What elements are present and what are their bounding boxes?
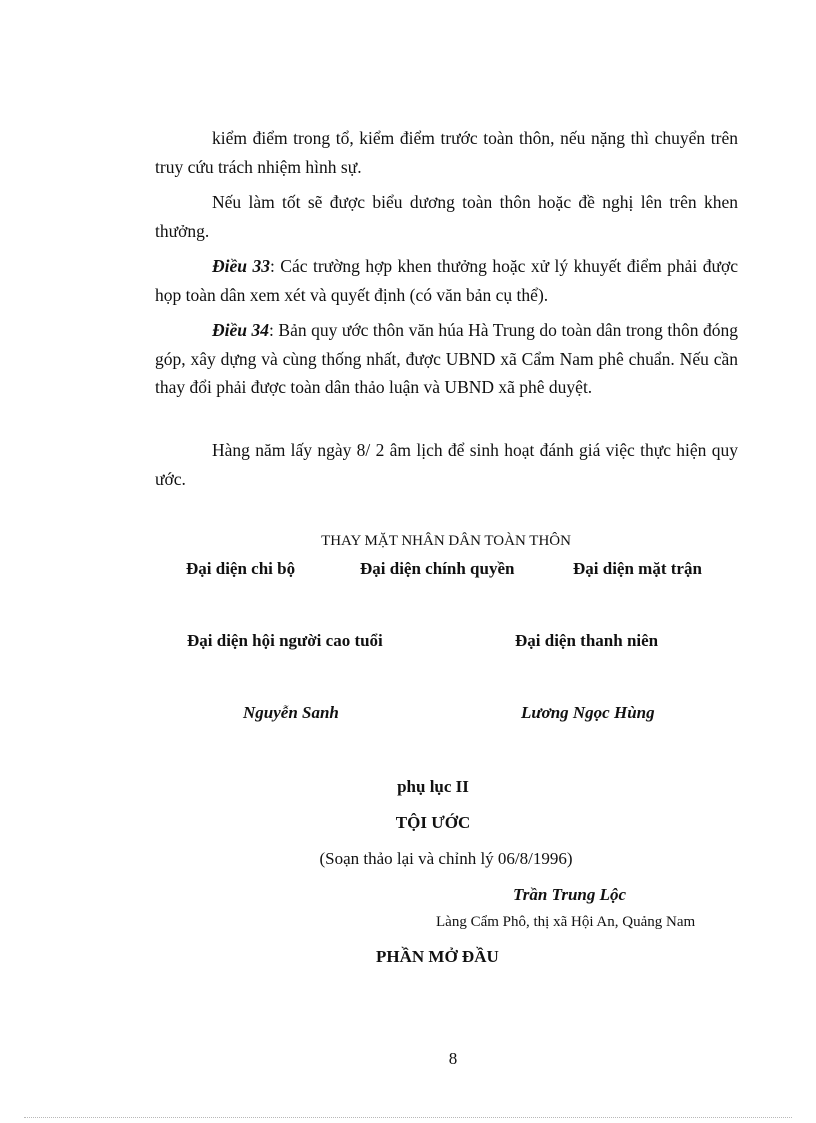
appendix-location: Làng Cẩm Phô, thị xã Hội An, Quảng Nam — [436, 914, 696, 930]
signer-right: Lương Ngọc Hùng — [521, 703, 655, 722]
paragraph-article-34 — [155, 316, 738, 402]
paragraph-article-33 — [155, 252, 738, 309]
page-number: 8 — [448, 1049, 458, 1068]
appendix-label: phụ lục II — [397, 777, 469, 796]
section-heading: PHẦN MỞ ĐẦU — [376, 947, 499, 966]
rep-government: Đại diện chính quyền — [360, 559, 515, 578]
rep-elderly: Đại diện hội người cao tuổi — [187, 631, 383, 650]
article-34-label: Điều 34 — [212, 320, 270, 340]
paragraph-discipline: kiểm điểm trong tổ, kiểm điểm trước toàn thôn, nếu nặng thì chuyển trên truy cứu trách nhiệm hình sự. — [155, 128, 738, 177]
signer-left: Nguyễn Sanh — [243, 703, 339, 722]
rep-youth: Đại diện thanh niên — [515, 631, 659, 650]
appendix-author: Trần Trung Lộc — [513, 885, 627, 904]
appendix-title: TỘI ƯỚC — [395, 813, 471, 832]
rep-party-cell: Đại diện chi bộ — [186, 559, 296, 578]
article-33-text: : Các trường hợp khen thưởng hoặc xử lý khuyết điểm phải được họp toàn dân xem xét và quyết định (có văn bản cụ thể). — [155, 256, 739, 305]
signature-heading: THAY MẶT NHÂN DÂN TOÀN THÔN — [321, 533, 571, 549]
article-34-text: : Bản quy ước thôn văn húa Hà Trung do toàn dân trong thôn đóng góp, xây dựng và cùng thống nhất, được UBND xã Cẩm Nam phê chuẩn. Nếu cần thay đổi phải được toàn dân thảo luận và UBND xã phê duyệt. — [155, 320, 738, 397]
paragraph-annual-review: Hàng năm lấy ngày 8/ 2 âm lịch để sinh hoạt đánh giá việc thực hiện quy ước. — [155, 440, 738, 489]
footer-divider — [24, 1117, 792, 1118]
rep-front: Đại diện mặt trận — [573, 559, 702, 578]
article-33-label: Điều 33 — [212, 256, 270, 276]
paragraph-commendation: Nếu làm tốt sẽ được biểu dương toàn thôn hoặc đề nghị lên trên khen thưởng. — [155, 192, 738, 241]
appendix-subtitle: (Soạn thảo lại và chỉnh lý 06/8/1996) — [319, 849, 573, 868]
